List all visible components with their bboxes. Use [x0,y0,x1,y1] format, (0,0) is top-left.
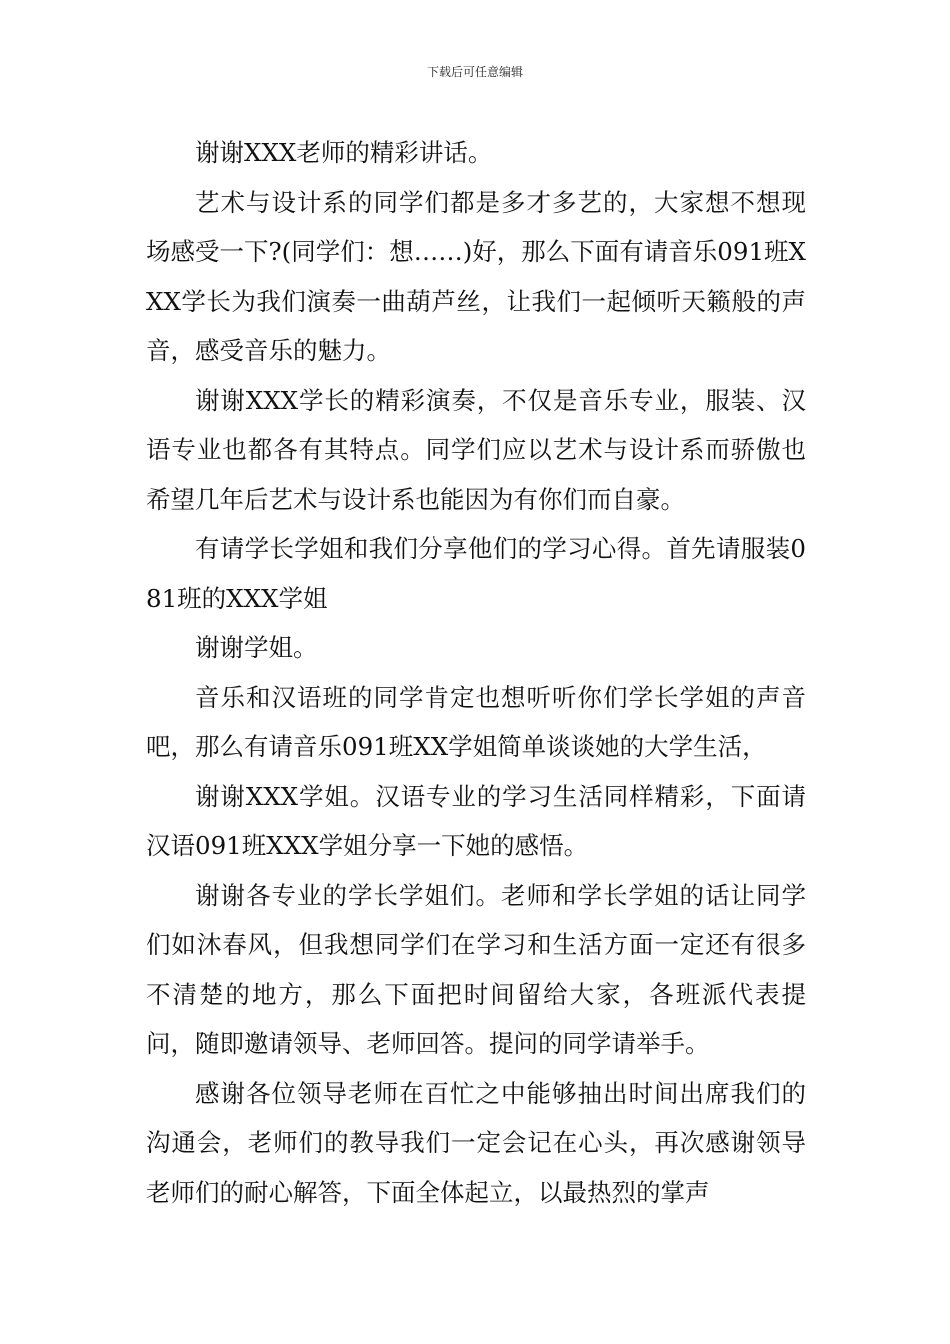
paragraph-thanks-teacher: 谢谢XXX老师的精彩讲话。 [195,138,493,167]
paragraph-music-senior-intro: 音乐和汉语班的同学肯定也想听听你们学长学姐的声音吧，那么有请音乐091班XX学姐简单谈谈她的大学生活， [146,682,806,761]
paragraph-closing-thanks: 感谢各位领导老师在百忙之中能够抽出时间出席我们的沟通会，老师们的教导我们一定会记在心头，再次感谢领导老师们的耐心解答，下面全体起立，以最热烈的掌声 [146,1078,806,1207]
paragraph-sharing-intro: 有请学长学姐和我们分享他们的学习心得。首先请服装081班的XXX学姐 [146,534,806,613]
paragraph-thanks-senior: 谢谢学姐。 [195,633,318,662]
page-header: 下载后可任意编辑 [426,65,523,79]
paragraph-thanks-performance: 谢谢XXX学长的精彩演奏，不仅是音乐专业，服装、汉语专业也都各有其特点。同学们应以艺术与设计系而骄傲也希望几年后艺术与设计系也能因为有你们而自豪。 [146,385,806,514]
document-body [146,128,806,1217]
paragraph-music-performance-intro: 艺术与设计系的同学们都是多才多艺的，大家想不想现场感受一下?(同学们：想……)好，那么下面有请音乐091班XXX学长为我们演奏一曲葫芦丝，让我们一起倾听天籁般的声音，感受音乐的魅力。 [146,187,806,365]
paragraph-chinese-senior-intro: 谢谢XXX学姐。汉语专业的学习生活同样精彩，下面请汉语091班XXX学姐分享一下她的感悟。 [146,781,806,860]
paragraph-question-session: 谢谢各专业的学长学姐们。老师和学长学姐的话让同学们如沐春风，但我想同学们在学习和生活方面一定还有很多不清楚的地方，那么下面把时间留给大家，各班派代表提问，随即邀请领导、老师回答。提问的同学请举手。 [146,880,806,1058]
